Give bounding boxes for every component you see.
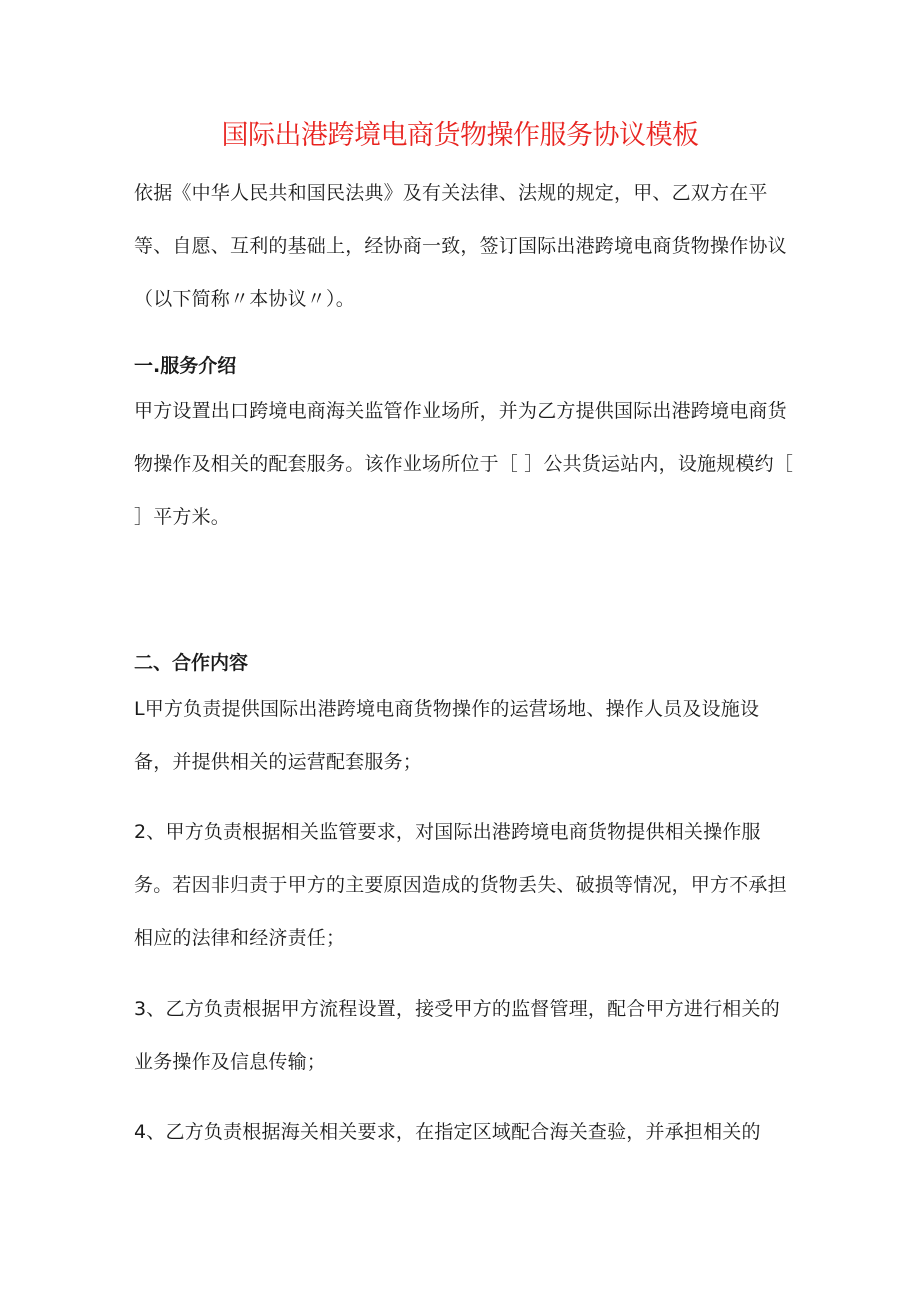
section-heading-cooperation: 二、合作内容 — [134, 652, 249, 674]
cooperation-item-3: 3、乙方负责根据甲方流程设置，接受甲方的监督管理，配合甲方进行相关的业务操作及信息传输； — [134, 998, 780, 1073]
cooperation-item-2: 2、甲方负责根据相关监管要求，对国际出港跨境电商货物提供相关操作服务。若因非归责于甲方的主要原因造成的货物丢失、破损等情况，甲方不承担相应的法律和经济责任； — [134, 821, 787, 949]
intro-paragraph: 依据《中华人民共和国民法典》及有关法律、法规的规定，甲、乙双方在平等、自愿、互利的基础上，经协商一致，签订国际出港跨境电商货物操作协议（以下简称〃本协议〃）。 — [134, 182, 787, 310]
section-heading-service-intro: 一.服务介绍 — [134, 355, 237, 377]
cooperation-item-4: 4、乙方负责根据海关相关要求，在指定区域配合海关查验，并承担相关的 — [134, 1121, 761, 1143]
document-title: 国际出港跨境电商货物操作服务协议模板 — [221, 120, 699, 151]
cooperation-item-1: L甲方负责提供国际出港跨境电商货物操作的运营场地、操作人员及设施设备，并提供相关的运营配套服务； — [134, 698, 760, 773]
section-body-service-intro: 甲方设置出口跨境电商海关监管作业场所，并为乙方提供国际出港跨境电商货物操作及相关的配套服务。该作业场所位于［ ］公共货运站内，设施规模约［ ］平方米。 — [134, 400, 794, 528]
